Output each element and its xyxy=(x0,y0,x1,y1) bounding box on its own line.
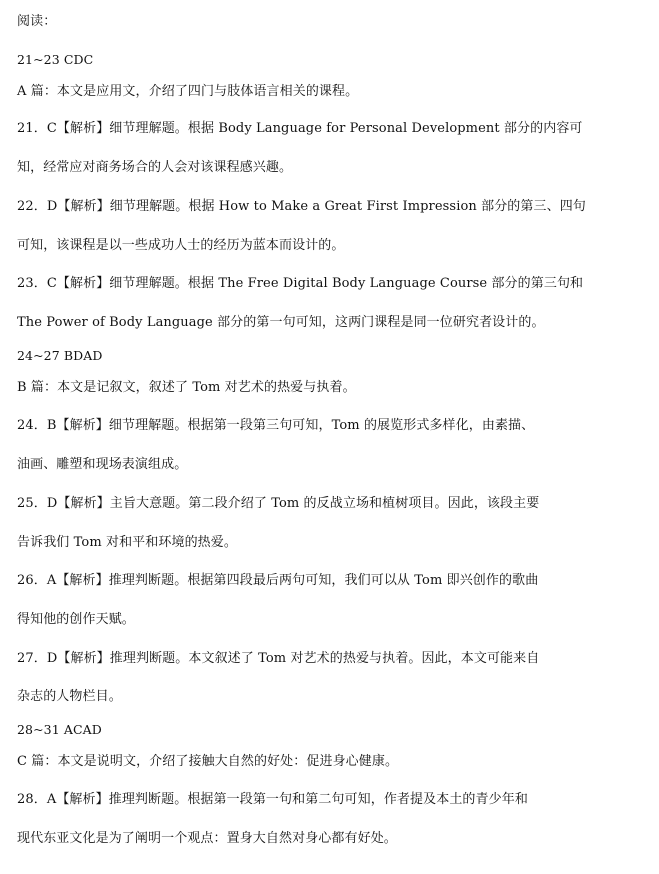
explanation-28-line-1: 28．A【解析】推理判断题。根据第一段第一句和第二句可知，作者提及本土的青少年和 xyxy=(17,792,528,807)
answer-range-28-31: 28~31 ACAD xyxy=(17,722,102,737)
explanation-24-line-1: 24．B【解析】细节理解题。根据第一段第三句可知，Tom 的展览形式多样化，由素描、 xyxy=(17,418,535,433)
explanation-27-line-1: 27．D【解析】推理判断题。本文叙述了 Tom 对艺术的热爱与执着。因此，本文可能来自 xyxy=(17,651,540,666)
explanation-22-line-1: 22．D【解析】细节理解题。根据 How to Make a Great First Impression 部分的第三、四句 xyxy=(17,199,586,214)
passage-b-summary: B 篇：本文是记叙文，叙述了 Tom 对艺术的热爱与执着。 xyxy=(17,380,356,395)
explanation-22-line-2: 可知，该课程是以一些成功人士的经历为蓝本而设计的。 xyxy=(17,238,345,253)
passage-c-summary: C 篇：本文是说明文，介绍了接触大自然的好处：促进身心健康。 xyxy=(17,754,399,769)
explanation-23-line-2: The Power of Body Language 部分的第一句可知，这两门课程是同一位研究者设计的。 xyxy=(17,315,545,330)
explanation-23-line-1: 23．C【解析】细节理解题。根据 The Free Digital Body Language Course 部分的第三句和 xyxy=(17,276,584,291)
explanation-28-line-2: 现代东亚文化是为了阐明一个观点：置身大自然对身心都有好处。 xyxy=(17,831,397,846)
answer-range-21-23: 21~23 CDC xyxy=(17,52,94,67)
explanation-26-line-1: 26．A【解析】推理判断题。根据第四段最后两句可知，我们可以从 Tom 即兴创作的歌曲 xyxy=(17,573,539,588)
explanation-24-line-2: 油画、雕塑和现场表演组成。 xyxy=(17,457,188,472)
explanation-27-line-2: 杂志的人物栏目。 xyxy=(17,689,122,704)
explanation-21-line-2: 知，经常应对商务场合的人会对该课程感兴趣。 xyxy=(17,160,293,175)
explanation-25-line-2: 告诉我们 Tom 对和平和环境的热爱。 xyxy=(17,535,237,550)
passage-a-summary: A 篇：本文是应用文，介绍了四门与肢体语言相关的课程。 xyxy=(17,84,359,99)
page-heading: 阅读： xyxy=(17,14,57,29)
answer-range-24-27: 24~27 BDAD xyxy=(17,348,103,363)
explanation-21-line-1: 21．C【解析】细节理解题。根据 Body Language for Personal Development 部分的内容可 xyxy=(17,121,583,136)
explanation-25-line-1: 25．D【解析】主旨大意题。第二段介绍了 Tom 的反战立场和植树项目。因此，该段主要 xyxy=(17,496,540,511)
explanation-26-line-2: 得知他的创作天赋。 xyxy=(17,612,135,627)
